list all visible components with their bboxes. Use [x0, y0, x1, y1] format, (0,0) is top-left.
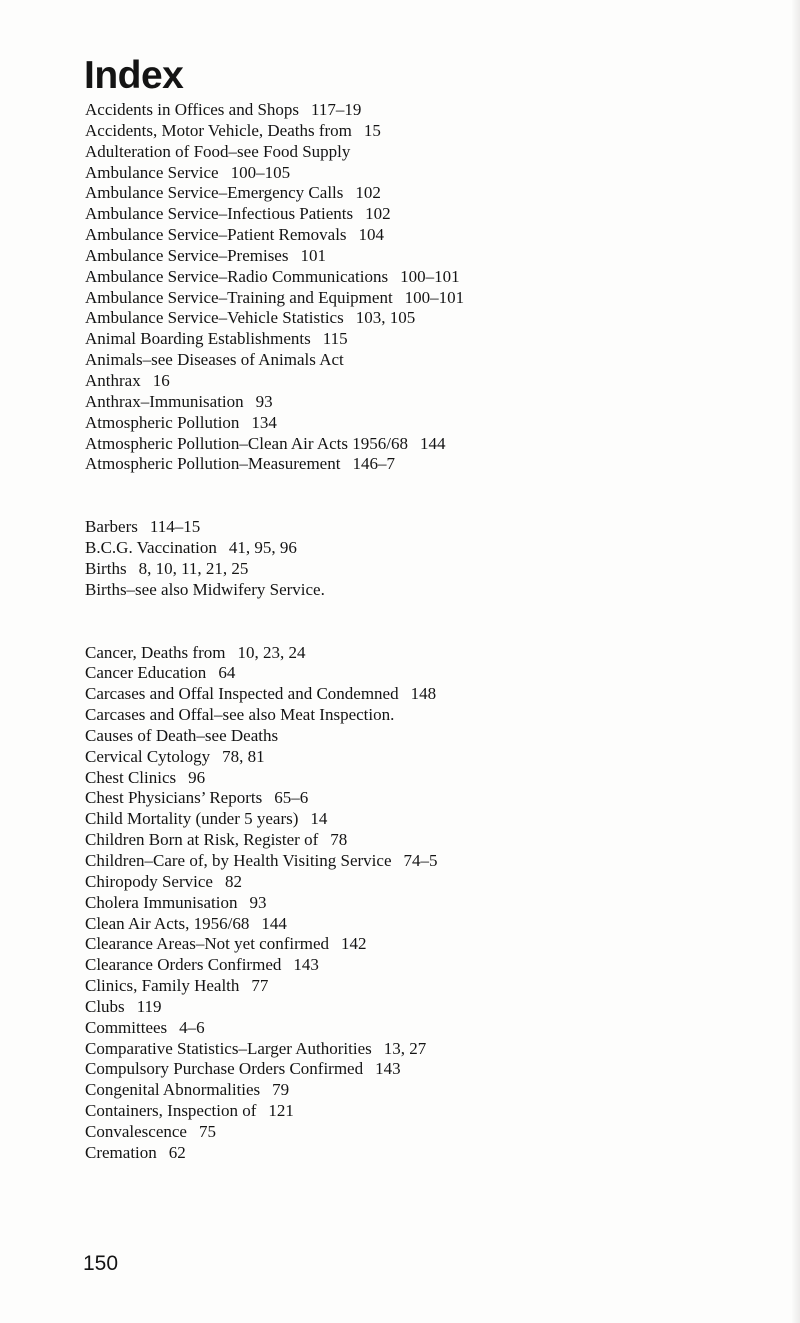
index-entry-term: Atmospheric Pollution–Clean Air Acts 1956/68 — [85, 433, 408, 453]
index-entry-pages: 148 — [410, 684, 437, 704]
index-entry — [85, 204, 775, 225]
index-entry-pages: 134 — [251, 412, 277, 432]
index-entry-term: Anthrax–Immunisation — [85, 391, 244, 411]
index-entry-term: Chest Clinics — [85, 767, 177, 787]
index-entry-term: Ambulance Service–Infectious Patients — [85, 204, 354, 224]
index-entry-pages: 144 — [419, 433, 446, 453]
index-entry — [85, 1080, 775, 1101]
index-entry-term: Ambulance Service–Emergency Calls — [85, 183, 344, 203]
index-entry-pages: 117–19 — [311, 100, 362, 119]
index-entry — [85, 517, 775, 538]
index-entry-term: Clean Air Acts, 1956/68 — [85, 913, 250, 933]
index-entry-pages: 103, 105 — [355, 308, 416, 328]
index-entry-pages: 78 — [330, 830, 348, 850]
index-entry-term: Committees — [85, 1017, 168, 1037]
index-entry — [85, 246, 775, 267]
index-entry-term: Animals–see Diseases of Animals Act — [85, 350, 344, 370]
group-separator — [85, 475, 775, 517]
index-entry-term: Animal Boarding Establishments — [85, 329, 311, 349]
index-entry-term: Accidents in Offices and Shops — [85, 100, 300, 119]
index-entry — [85, 809, 775, 830]
index-entry — [85, 183, 775, 204]
index-entry — [85, 308, 775, 329]
index-entry — [85, 392, 775, 413]
index-entry-pages: 104 — [358, 225, 385, 245]
index-entry — [85, 413, 775, 434]
index-entry-pages: 146–7 — [352, 454, 395, 474]
index-entry-term: Adulteration of Food–see Food Supply — [85, 141, 351, 161]
index-entry-pages: 143 — [293, 955, 319, 975]
index-entry-pages: 102 — [365, 204, 391, 224]
index-entry — [85, 643, 775, 664]
index-entry — [85, 454, 775, 475]
index-entry-pages: 4–6 — [179, 1017, 205, 1037]
index-entry — [85, 726, 775, 747]
index-entry — [85, 663, 775, 684]
index-entry — [85, 225, 775, 246]
index-entry-term: Children–Care of, by Health Visiting Service — [85, 851, 392, 870]
group-separator — [85, 601, 775, 643]
index-entry-term: Cancer, Deaths from — [85, 642, 226, 662]
index-entry — [85, 788, 775, 809]
index-entry-pages: 78, 81 — [222, 746, 265, 766]
index-entry-term: Carcases and Offal–see also Meat Inspection. — [85, 705, 395, 725]
index-entry — [85, 580, 775, 601]
index-entry — [85, 288, 775, 309]
index-entry-pages: 100–101 — [400, 266, 460, 286]
index-entry — [85, 267, 775, 288]
index-entry — [85, 830, 775, 851]
index-entry-pages: 121 — [268, 1101, 294, 1121]
index-entry-term: Cancer Education — [85, 663, 207, 683]
index-entry-pages: 14 — [310, 809, 328, 829]
index-entry-term: Ambulance Service–Training and Equipment — [85, 287, 393, 307]
index-entry-pages: 77 — [251, 976, 269, 996]
index-entry — [85, 1143, 775, 1164]
index-entry-term: Cremation — [85, 1142, 157, 1162]
index-entry — [85, 350, 775, 371]
index-entry — [85, 434, 775, 455]
index-entry-term: Births — [85, 558, 127, 578]
index-entry-term: Ambulance Service–Vehicle Statistics — [85, 308, 344, 328]
index-entry-term: Anthrax — [85, 370, 141, 390]
index-entry-term: Ambulance Service — [85, 162, 219, 182]
index-entry-pages: 64 — [218, 663, 236, 683]
index-entry-pages: 41, 95, 96 — [228, 538, 297, 558]
index-entry — [85, 1059, 775, 1080]
index-entry-pages: 142 — [341, 934, 367, 954]
index-entry — [85, 705, 775, 726]
index-entry-pages: 16 — [152, 370, 170, 390]
index-entry — [85, 329, 775, 350]
index-entry-term: Clubs — [85, 996, 125, 1016]
index-entry-term: Ambulance Service–Premises — [85, 245, 289, 265]
page-edge-shadow — [792, 0, 800, 1323]
index-entry-term: Causes of Death–see Deaths — [85, 725, 279, 745]
index-entry — [85, 142, 775, 163]
index-entry — [85, 914, 775, 935]
index-entry-term: Ambulance Service–Patient Removals — [85, 225, 347, 245]
index-entry — [85, 1039, 775, 1060]
index-entry-term: Cholera Immunisation — [85, 892, 238, 912]
index-entry — [85, 872, 775, 893]
index-entry-pages: 93 — [249, 892, 267, 912]
index-entry — [85, 955, 775, 976]
index-entry-pages: 62 — [168, 1142, 186, 1162]
index-entry-term: Chiropody Service — [85, 871, 213, 891]
index-entry — [85, 747, 775, 768]
index-entry — [85, 768, 775, 789]
index-entry-pages: 79 — [272, 1080, 290, 1100]
index-entry-pages: 13, 27 — [383, 1038, 427, 1058]
index-entry-pages: 15 — [363, 120, 381, 140]
index-entry — [85, 1018, 775, 1039]
index-entry — [85, 538, 775, 559]
index-entry — [85, 684, 775, 705]
index-entry-pages: 114–15 — [149, 517, 201, 537]
index-entry-pages: 96 — [188, 767, 206, 787]
index-entry-term: B.C.G. Vaccination — [85, 538, 217, 558]
index-entry-term: Compulsory Purchase Orders Confirmed — [85, 1059, 364, 1079]
index-entry-term: Congenital Abnormalities — [85, 1080, 261, 1100]
index-entry-pages: 101 — [300, 245, 326, 265]
index-entry — [85, 1122, 775, 1143]
index-entry-term: Atmospheric Pollution — [85, 412, 240, 432]
index-entry — [85, 893, 775, 914]
index-entry-pages: 82 — [224, 871, 242, 891]
index-entry-term: Child Mortality (under 5 years) — [85, 809, 299, 829]
index-entry-pages: 100–101 — [404, 287, 465, 307]
page-number: 150 — [83, 1252, 119, 1275]
index-entry-term: Ambulance Service–Radio Communications — [85, 266, 389, 286]
index-entry-pages: 75 — [198, 1121, 216, 1141]
index-entry — [85, 559, 775, 580]
index-entry-term: Accidents, Motor Vehicle, Deaths from — [85, 120, 352, 140]
index-entry-term: Comparative Statistics–Larger Authorities — [85, 1038, 372, 1058]
index-entry — [85, 997, 775, 1018]
index-entry-term: Chest Physicians’ Reports — [85, 788, 263, 808]
index-title: Index — [84, 54, 184, 97]
index-entry-pages: 144 — [261, 913, 287, 933]
index-entry-term: Clearance Orders Confirmed — [85, 955, 282, 975]
index-entry-term: Cervical Cytology — [85, 746, 211, 766]
index-entry-term: Containers, Inspection of — [85, 1101, 257, 1121]
index-entry — [85, 934, 775, 955]
index-entry-pages: 8, 10, 11, 21, 25 — [138, 558, 249, 578]
index-entry-pages: 74–5 — [403, 851, 438, 870]
index-entry-pages: 100–105 — [230, 162, 291, 182]
index-entry-pages: 65–6 — [274, 788, 309, 808]
index-entries — [85, 100, 775, 1164]
index-entry-pages: 102 — [355, 183, 381, 203]
index-entry-term: Convalescence — [85, 1121, 187, 1141]
index-entry — [85, 121, 775, 142]
index-entry-term: Clearance Areas–Not yet confirmed — [85, 934, 330, 954]
index-entry-pages: 143 — [375, 1059, 401, 1079]
index-entry-pages: 93 — [255, 391, 273, 411]
index-entry-pages: 115 — [322, 329, 348, 349]
index-entry-pages: 10, 23, 24 — [237, 642, 306, 662]
index-entry — [85, 976, 775, 997]
index-entry — [85, 100, 775, 121]
index-entry-term: Carcases and Offal Inspected and Condemned — [85, 684, 399, 704]
index-entry-term: Atmospheric Pollution–Measurement — [85, 454, 341, 474]
index-entry-term: Births–see also Midwifery Service. — [85, 579, 325, 599]
index-entry-term: Barbers — [85, 517, 138, 537]
index-entry-pages: 119 — [136, 996, 162, 1016]
index-entry — [85, 163, 775, 184]
index-entry — [85, 371, 775, 392]
index-entry — [85, 851, 775, 872]
index-entry-term: Clinics, Family Health — [85, 976, 240, 996]
index-entry-term: Children Born at Risk, Register of — [85, 830, 319, 850]
index-entry — [85, 1101, 775, 1122]
